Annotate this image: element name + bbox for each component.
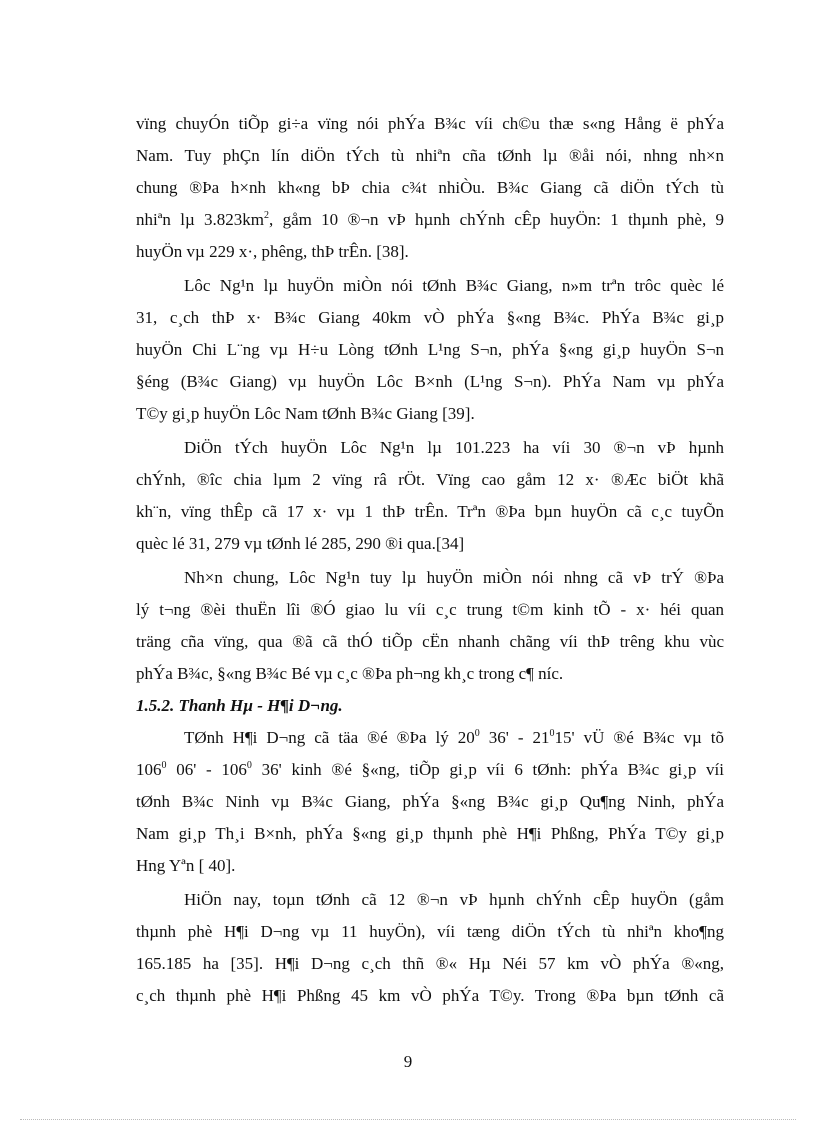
text-line: huyÖn Chi L¨ng vµ H÷u Lòng tØnh L¹ng S¬n, phÝa §«ng gi¸p huyÖn S¬n — [136, 340, 724, 359]
superscript: 0 — [246, 760, 252, 771]
superscript: 0 — [549, 728, 555, 739]
text-line: T©y gi¸p huyÖn Lôc Nam tØnh B¾c Giang [39]. — [136, 404, 475, 423]
text-line: Hng Yªn [ 40]. — [136, 856, 236, 875]
superscript: 2 — [264, 210, 270, 221]
text-line: Nh×n chung, Lôc Ng¹n tuy lµ huyÖn miÒn nói nhng cã vÞ trÝ ®Þa — [184, 568, 724, 587]
text-line: c¸ch thµnh phè H¶i Phßng 45 km vÒ phÝa T©y. Trong ®Þa bµn tØnh cã — [136, 986, 724, 1005]
text-line: phÝa B¾c, §«ng B¾c Bé vµ c¸c ®Þa ph¬ng kh¸c trong c¶ níc. — [136, 664, 564, 683]
text-line: lý t¬ng ®èi thuËn lîi ®Ó giao lu víi c¸c trung t©m kinh tÕ - x· héi quan — [136, 600, 724, 619]
page-number: 9 — [403, 1052, 413, 1071]
page-boundary-divider — [20, 1119, 796, 1120]
text-line: 31, c¸ch thÞ x· B¾c Giang 40km vÒ phÝa §«ng B¾c. PhÝa B¾c gi¸p — [136, 308, 724, 327]
text-span: 106 — [136, 760, 162, 779]
superscript: 0 — [161, 760, 167, 771]
text-line — [184, 722, 724, 754]
text-line: Lôc Ng¹n lµ huyÖn miÒn nói tØnh B¾c Giang, n»m trªn trôc quèc lé — [184, 276, 724, 295]
text-span: 36' - 21 — [479, 728, 550, 747]
text-line: Nam gi¸p Th¸i B×nh, phÝa §«ng gi¸p thµnh phè H¶i Phßng, PhÝa T©y gi¸p — [136, 824, 724, 843]
text-span: 36' kinh ®é §«ng, tiÕp gi¸p víi 6 tØnh: phÝa B¾c gi¸p víi — [251, 760, 724, 779]
text-line: Nam. Tuy phÇn lín diÖn tÝch tù nhiªn cña tØnh lµ ®åi nói, nhng nh×n — [136, 146, 724, 165]
text-line — [136, 204, 724, 236]
text-line: 165.185 ha [35]. H¶i D¬ng c¸ch thñ ®« Hµ Néi 57 km vÒ phÝa ®«ng, — [136, 954, 724, 973]
text-line: thµnh phè H¶i D¬ng vµ 11 huyÖn), víi tæng diÖn tÝch tù nhiªn kho¶ng — [136, 922, 724, 941]
text-span: TØnh H¶i D¬ng cã täa ®é ®Þa lý 20 — [184, 728, 475, 747]
text-line: quèc lé 31, 279 vµ tØnh lé 285, 290 ®i qua.[34] — [136, 534, 465, 553]
text-line: HiÖn nay, toµn tØnh cã 12 ®¬n vÞ hµnh chÝnh cÊp huyÖn (gåm — [184, 890, 724, 909]
text-line: chÝnh, ®îc chia lµm 2 vïng râ rÖt. Vïng cao gåm 12 x· ®Æc biÖt khã — [136, 470, 724, 489]
text-line: DiÖn tÝch huyÖn Lôc Ng¹n lµ 101.223 ha víi 30 ®¬n vÞ hµnh — [184, 438, 724, 457]
text-span: 06' - 106 — [166, 760, 247, 779]
text-span: nhiªn lµ 3.823km — [136, 210, 265, 229]
text-span: 15' vÜ ®é B¾c vµ tõ — [554, 728, 724, 747]
text-line — [136, 754, 724, 786]
text-line: §éng (B¾c Giang) vµ huyÖn Lôc B×nh (L¹ng S¬n). PhÝa Nam vµ phÝa — [136, 372, 724, 391]
text-line: tØnh B¾c Ninh vµ B¾c Giang, phÝa §«ng B¾c gi¸p Qu¶ng Ninh, phÝa — [136, 792, 724, 811]
text-line: huyÖn vµ 229 x·, phêng, thÞ trÊn. [38]. — [136, 242, 409, 261]
text-line: vïng chuyÓn tiÕp gi÷a vïng nói phÝa B¾c víi ch©u thæ s«ng Hång ë phÝa — [136, 114, 724, 133]
section-heading: 1.5.2. Thanh Hµ - H¶i D¬ng. — [136, 696, 343, 715]
text-line: kh¨n, vïng thÊp cã 17 x· vµ 1 thÞ trÊn. Trªn ®Þa bµn huyÖn cã c¸c tuyÕn — [136, 502, 724, 521]
text-line: träng cña vïng, qua ®ã cã thÓ tiÕp cËn nhanh chãng víi thÞ trêng khu vùc — [136, 632, 724, 651]
text-span: , gåm 10 ®¬n vÞ hµnh chÝnh cÊp huyÖn: 1 thµnh phè, 9 — [269, 210, 724, 229]
text-line: chung ®Þa h×nh kh«ng bÞ chia c¾t nhiÒu. B¾c Giang cã diÖn tÝch tù — [136, 178, 724, 197]
superscript: 0 — [474, 728, 480, 739]
